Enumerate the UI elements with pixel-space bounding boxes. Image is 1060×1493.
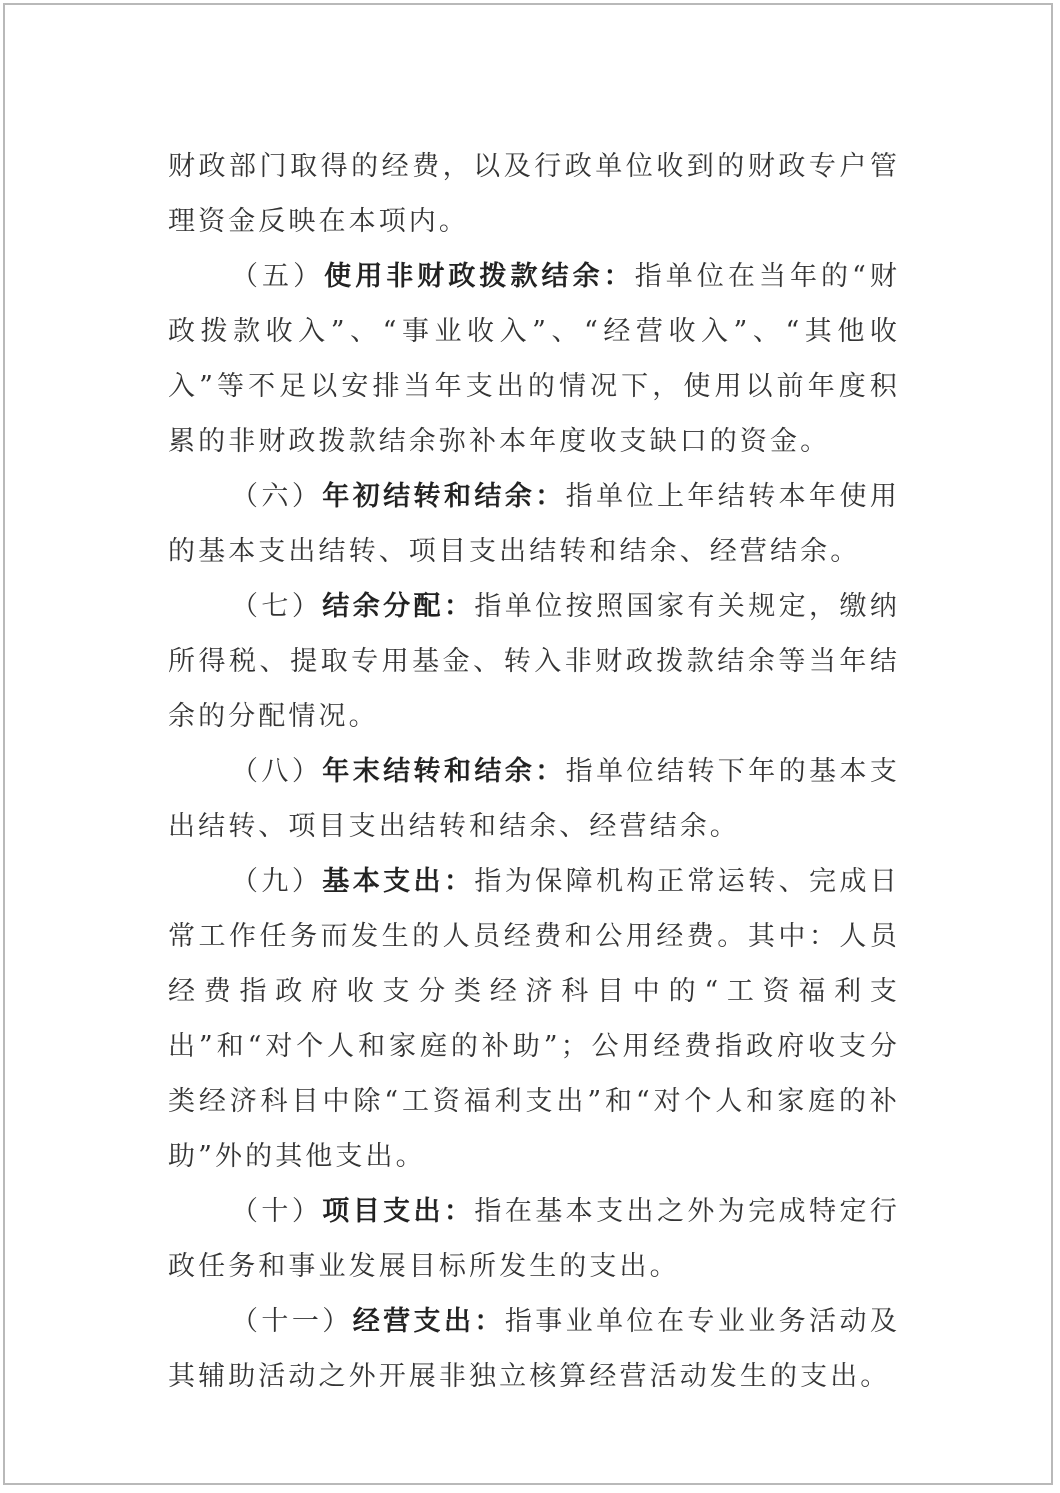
item-definition: 指单位在当年的“财政拨款收入”、“事业收入”、“经营收入”、“其他收入”等不足以安排当年支出的情况下，使用以前年度积累的非财政拨款结余弥补本年度收支缺口的资金。: [168, 261, 901, 457]
item-term: 项目支出：: [322, 1196, 475, 1227]
item-term: 结余分配：: [322, 591, 475, 622]
item-number: （九）: [231, 866, 323, 897]
item-definition: 指事业单位在专业业务活动及其辅助活动之外开展非独立核算经营活动发生的支出。: [168, 1306, 901, 1392]
item-definition: 指单位按照国家有关规定，缴纳所得税、提取专用基金、转入非财政拨款结余等当年结余的分配情况。: [168, 591, 901, 732]
paragraph-item-7: [168, 579, 900, 744]
item-term: 经营支出：: [352, 1306, 505, 1337]
paragraph-item-8: [168, 744, 900, 854]
item-definition: 指单位上年结转本年使用的基本支出结转、项目支出结转和结余、经营结余。: [168, 481, 900, 567]
item-number: （十）: [231, 1196, 323, 1227]
item-number: （五）: [231, 261, 325, 292]
item-number: （十一）: [231, 1306, 353, 1337]
item-number: （六）: [231, 481, 323, 512]
item-number: （七）: [231, 591, 323, 622]
paragraph-item-6: [168, 469, 900, 579]
document-body: [168, 139, 900, 1404]
item-term: 基本支出：: [322, 866, 475, 897]
paragraph-item-5: [168, 249, 900, 469]
item-term: 年初结转和结余：: [322, 481, 566, 512]
item-definition: 指为保障机构正常运转、完成日常工作任务而发生的人员经费和公用经费。其中：人员经费指政府收支分类经济科目中的“工资福利支出”和“对个人和家庭的补助”；公用经费指政府收支分类经济科目中除“工资福利支出”和“对个人和家庭的补助”外的其他支出。: [168, 866, 901, 1172]
item-definition: 指在基本支出之外为完成特定行政任务和事业发展目标所发生的支出。: [168, 1196, 901, 1282]
paragraph-continuation: [168, 139, 900, 249]
item-definition: 指单位结转下年的基本支出结转、项目支出结转和结余、经营结余。: [168, 756, 900, 842]
paragraph-item-9: [168, 854, 900, 1184]
paragraph-item-10: [168, 1184, 900, 1294]
document-page: [3, 3, 1053, 1485]
paragraph-body: 财政部门取得的经费，以及行政单位收到的财政专户管理资金反映在本项内。: [168, 151, 900, 237]
item-term: 年末结转和结余：: [322, 756, 566, 787]
item-number: （八）: [231, 756, 323, 787]
paragraph-item-11: [168, 1294, 900, 1404]
item-term: 使用非财政拨款结余：: [324, 261, 635, 292]
